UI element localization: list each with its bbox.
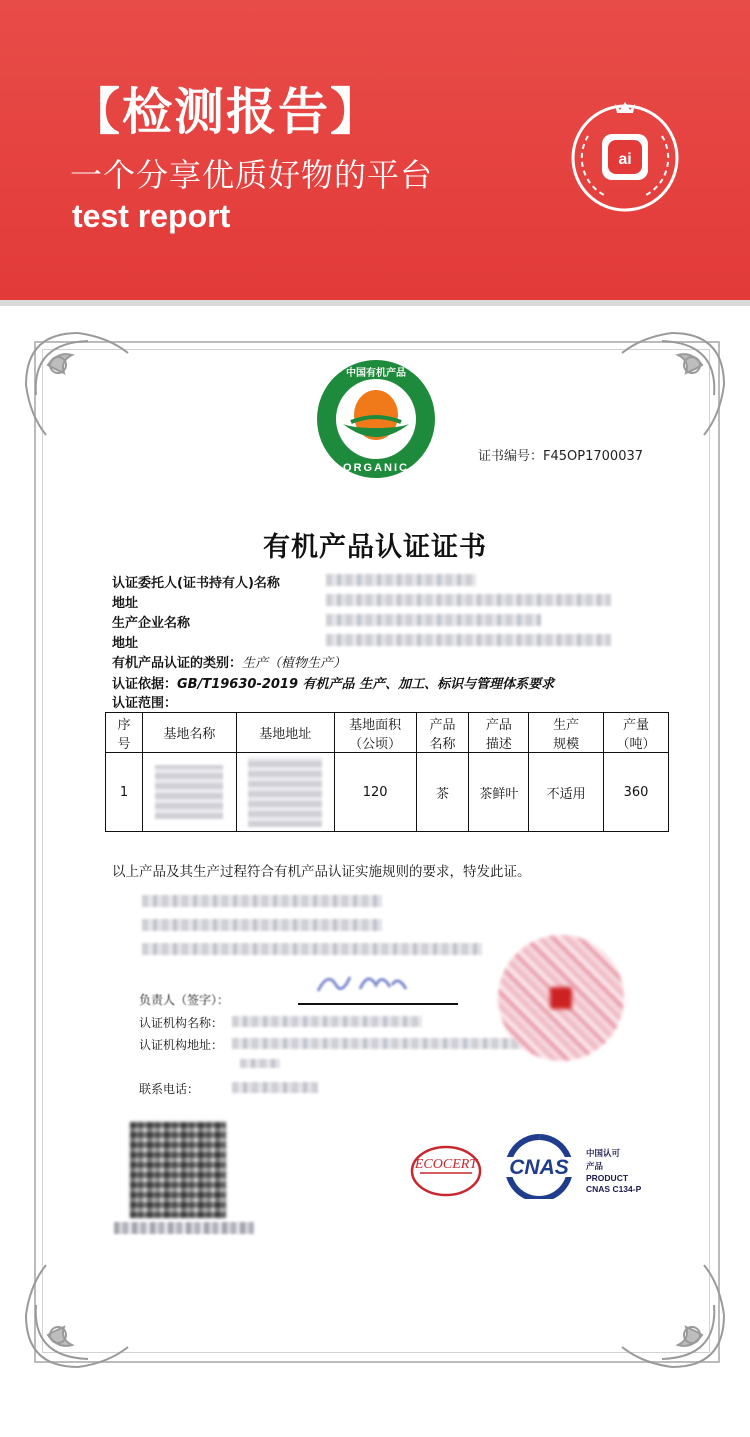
banner-english-title: test report <box>72 198 231 234</box>
redacted-line <box>142 895 382 907</box>
table-cell: 1 <box>106 753 143 832</box>
table-cell: 茶 <box>416 753 469 832</box>
certificate <box>18 325 732 1375</box>
organic-logo-top-text: 中国有机产品 <box>346 368 406 379</box>
certificate-title: 有机产品认证证书 <box>263 532 487 563</box>
laurel-badge-icon <box>566 96 684 214</box>
client-address-label: 地址 <box>112 596 139 611</box>
certificate-number-value: F45OP1700037 <box>543 449 644 464</box>
cnas-line: 产品 <box>586 1161 604 1171</box>
china-organic-logo-icon <box>315 358 437 480</box>
signature-icon <box>310 963 420 1003</box>
table-cell: 360 <box>604 753 669 832</box>
table-header-cell: 序 号 <box>106 713 143 753</box>
cnas-text: CNAS <box>509 1156 569 1179</box>
cnas-line: 中国认可 <box>586 1148 621 1158</box>
scope-label: 认证范围： <box>112 696 178 711</box>
seal-center-icon <box>550 987 572 1009</box>
qr-code-icon <box>130 1122 226 1218</box>
table-header-cell: 产品 描述 <box>469 713 529 753</box>
org-name-label: 认证机构名称： <box>139 1016 224 1030</box>
redacted-org-address <box>232 1038 522 1049</box>
cnas-line: CNAS C134-P <box>586 1184 642 1194</box>
redacted-line <box>142 943 482 955</box>
redacted-base-address <box>248 757 322 827</box>
banner-subtitle: 一个分享优质好物的平台 <box>70 156 434 194</box>
redacted-footer-text <box>114 1222 254 1234</box>
banner-divider <box>0 300 750 306</box>
table-header-cell: 生产 规模 <box>529 713 604 753</box>
table-cell: 茶鲜叶 <box>469 753 529 832</box>
certification-statement: 以上产品及其生产过程符合有机产品认证实施规则的要求，特发此证。 <box>112 864 531 880</box>
table-header-cell: 产量 （吨） <box>604 713 669 753</box>
org-address-label: 认证机构地址： <box>139 1038 224 1052</box>
table-cell: 不适用 <box>529 753 604 832</box>
certificate-number-label: 证书编号： <box>478 449 544 464</box>
table-header-cell: 产品 名称 <box>416 713 469 753</box>
redacted-client-name <box>326 574 476 586</box>
cnas-line: PRODUCT <box>586 1173 629 1183</box>
table-header-cell: 基地名称 <box>142 713 236 753</box>
banner-title: 【检测报告】 <box>70 83 382 141</box>
client-name-label: 认证委托人(证书持有人)名称 <box>112 576 280 591</box>
responsible-person-label: 负责人（签字）： <box>139 993 230 1007</box>
basis-value: GB/T19630-2019 有机产品 生产、加工、标识与管理体系要求 <box>177 677 555 692</box>
ornament-corner-icon <box>18 325 138 445</box>
ornament-corner-icon <box>612 325 732 445</box>
table-cell <box>142 753 236 832</box>
basis-label: 认证依据： <box>112 677 178 692</box>
producer-name-label: 生产企业名称 <box>112 616 191 631</box>
redacted-base-name <box>155 765 223 819</box>
badge-text: ai <box>618 151 632 168</box>
table-header-cell: 基地面积 （公顷） <box>334 713 416 753</box>
redacted-org-address <box>240 1059 280 1068</box>
ornament-corner-icon <box>612 1255 732 1375</box>
redacted-line <box>142 919 382 931</box>
producer-address-label: 地址 <box>112 636 139 651</box>
redacted-producer-address <box>326 634 611 646</box>
cnas-logo-icon <box>496 1133 582 1199</box>
ecocert-logo-icon <box>410 1143 486 1199</box>
ornament-corner-icon <box>18 1255 138 1375</box>
category-row <box>112 652 346 671</box>
category-value: 生产（植物生产） <box>242 656 347 671</box>
redacted-org-name <box>232 1016 422 1027</box>
table-cell <box>236 753 334 832</box>
ecocert-text: ECOCERT <box>414 1157 478 1172</box>
scope-table <box>105 712 669 832</box>
certificate-number <box>478 445 643 464</box>
redacted-client-address <box>326 594 611 606</box>
phone-label: 联系电话： <box>139 1082 200 1096</box>
table-row <box>106 753 669 832</box>
table-header-row <box>106 713 669 753</box>
signature-line <box>298 1003 458 1005</box>
table-header-cell: 基地地址 <box>236 713 334 753</box>
category-label: 有机产品认证的类别： <box>112 656 243 671</box>
table-cell: 120 <box>334 753 416 832</box>
redacted-phone <box>232 1082 318 1093</box>
organic-logo-bottom-text: ORGANIC <box>343 462 409 474</box>
basis-row <box>112 673 554 692</box>
redacted-producer-name <box>326 614 541 626</box>
